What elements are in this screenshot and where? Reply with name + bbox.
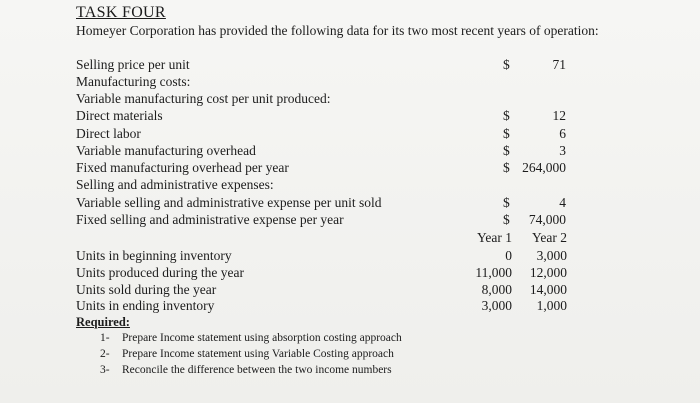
- unit-line-label: Units produced during the year: [76, 265, 244, 280]
- cost-line-label: Direct materials: [76, 108, 163, 123]
- unit-line-year1: 11,000: [475, 265, 512, 280]
- cost-line-label: Direct labor: [76, 126, 141, 141]
- unit-line-label: Units in beginning inventory: [76, 248, 232, 263]
- intro-text: Homeyer Corporation has provided the following data for its two most recent years of operation:: [76, 23, 599, 38]
- cost-line-dollar: $: [503, 195, 510, 210]
- cost-line-value: 264,000: [522, 160, 566, 175]
- required-item-text: Reconcile the difference between the two income numbers: [122, 364, 392, 376]
- cost-line-label: Variable manufacturing overhead: [76, 143, 256, 158]
- cost-line-label: Variable manufacturing cost per unit produced:: [76, 91, 331, 106]
- unit-line-label: Units sold during the year: [76, 282, 217, 297]
- cost-line-value: 3: [559, 143, 566, 158]
- cost-line-dollar: $: [503, 212, 510, 227]
- required-item-text: Prepare Income statement using Variable Costing approach: [122, 348, 394, 360]
- required-item: [100, 332, 402, 344]
- required-item-number: 2-: [100, 348, 110, 360]
- task-title: TASK FOUR: [76, 4, 166, 21]
- cost-line-value: 74,000: [528, 212, 566, 227]
- required-item-number: 3-: [100, 364, 110, 376]
- unit-line-year2: 3,000: [536, 248, 567, 263]
- cost-line-dollar: $: [503, 108, 510, 123]
- unit-line-year2: 14,000: [529, 282, 567, 297]
- cost-line-dollar: $: [503, 126, 510, 141]
- unit-line-year2: 12,000: [529, 265, 567, 280]
- required-item-number: 1-: [100, 332, 110, 344]
- unit-line-year2: 1,000: [536, 298, 567, 313]
- cost-line-value: 4: [559, 195, 566, 210]
- year-2-header: Year 2: [531, 230, 567, 245]
- cost-line-label: Selling price per unit: [76, 57, 190, 72]
- required-item-text: Prepare Income statement using absorption costing approach: [122, 332, 402, 344]
- required-item: [100, 364, 392, 376]
- cost-line-dollar: $: [503, 143, 510, 158]
- cost-line-label: Variable selling and administrative expense per unit sold: [76, 195, 382, 210]
- cost-line-value: 6: [559, 126, 566, 141]
- cost-line-dollar: $: [503, 160, 510, 175]
- cost-line-dollar: $: [503, 57, 510, 72]
- required-item: [100, 348, 394, 360]
- cost-line-value: 12: [552, 108, 566, 123]
- unit-line-label: Units in ending inventory: [76, 298, 215, 313]
- cost-line-label: Selling and administrative expenses:: [76, 177, 274, 192]
- unit-line-year1: 3,000: [481, 298, 512, 313]
- year-1-header: Year 1: [476, 230, 512, 245]
- cost-line-label: Manufacturing costs:: [76, 74, 191, 89]
- cost-line-value: 71: [552, 57, 566, 72]
- cost-line-label: Fixed manufacturing overhead per year: [76, 160, 289, 175]
- cost-line-label: Fixed selling and administrative expense per year: [76, 212, 344, 227]
- unit-line-year1: 8,000: [481, 282, 512, 297]
- unit-line-year1: 0: [505, 248, 512, 263]
- required-heading: Required:: [76, 315, 130, 329]
